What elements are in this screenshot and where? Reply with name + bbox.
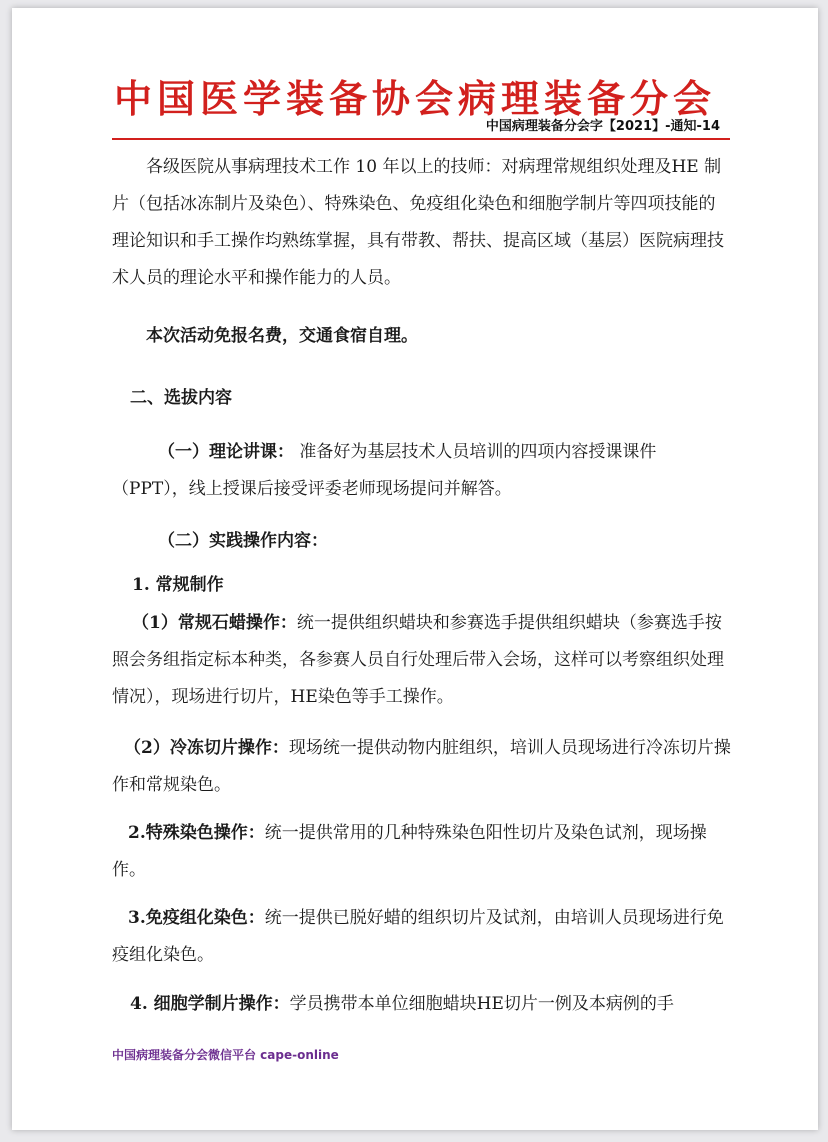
practice-heading: （二）实践操作内容： xyxy=(158,531,328,551)
section-heading-selection-content: 二、选拔内容 xyxy=(130,388,232,408)
routine-production-heading: 1. 常规制作 xyxy=(132,575,224,595)
theory-lecture-paragraph xyxy=(112,434,732,508)
header-divider xyxy=(112,138,730,140)
eligibility-paragraph: 各级医院从事病理技术工作 10 年以上的技师：对病理常规组织处理及HE 制片（包括冰冻制片及染色）、特殊染色、免疫组化染色和细胞学制片等四项技能的理论知识和手工操作均熟练掌握，具有带教、帮扶、提高区域（基层）医院病理技术人员的理论水平和操作能力的人员。 xyxy=(112,157,724,288)
document-page xyxy=(12,8,818,1130)
cytology-paragraph xyxy=(112,986,732,1023)
special-stain-paragraph xyxy=(112,815,732,889)
special-stain-label: 2.特殊染色操作： xyxy=(128,823,265,843)
special-stain-text: 统一提供常用的几种特殊染色阳性切片及染色试剂，现场操作。 xyxy=(112,823,707,880)
footer-wechat-platform: 中国病理装备分会微信平台 cape-online xyxy=(112,1048,339,1062)
paraffin-operation-text: 统一提供组织蜡块和参赛选手提供组织蜡块（参赛选手按照会务组指定标本种类，各参赛人员自行处理后带入会场，这样可以考察组织处理情况），现场进行切片，HE染色等手工操作。 xyxy=(112,613,724,707)
paraffin-operation-paragraph xyxy=(112,605,732,716)
cytology-label: 4. 细胞学制片操作： xyxy=(130,994,290,1014)
paraffin-operation-label: （1）常规石蜡操作： xyxy=(132,613,297,633)
frozen-section-label: （2）冷冻切片操作： xyxy=(124,738,289,758)
theory-lecture-text: 准备好为基层技术人员培训的四项内容授课课件（PPT），线上授课后接受评委老师现场提问并解答。 xyxy=(112,442,657,499)
frozen-section-paragraph xyxy=(112,730,732,804)
immunohistochemistry-text: 统一提供已脱好蜡的组织切片及试剂，由培训人员现场进行免疫组化染色。 xyxy=(112,908,724,965)
fee-note: 本次活动免报名费，交通食宿自理。 xyxy=(146,326,418,346)
document-number: 中国病理装备分会字【2021】-通知-14 xyxy=(485,119,720,134)
cytology-text: 学员携带本单位细胞蜡块HE切片一例及本病例的手 xyxy=(289,994,674,1014)
theory-lecture-label: （一）理论讲课： xyxy=(158,442,294,462)
organization-title: 中国医学装备协会病理装备分会 xyxy=(113,76,716,121)
frozen-section-text: 现场统一提供动物内脏组织，培训人员现场进行冷冻切片操作和常规染色。 xyxy=(112,738,731,795)
immunohistochemistry-paragraph xyxy=(112,900,732,974)
immunohistochemistry-label: 3.免疫组化染色： xyxy=(128,908,265,928)
